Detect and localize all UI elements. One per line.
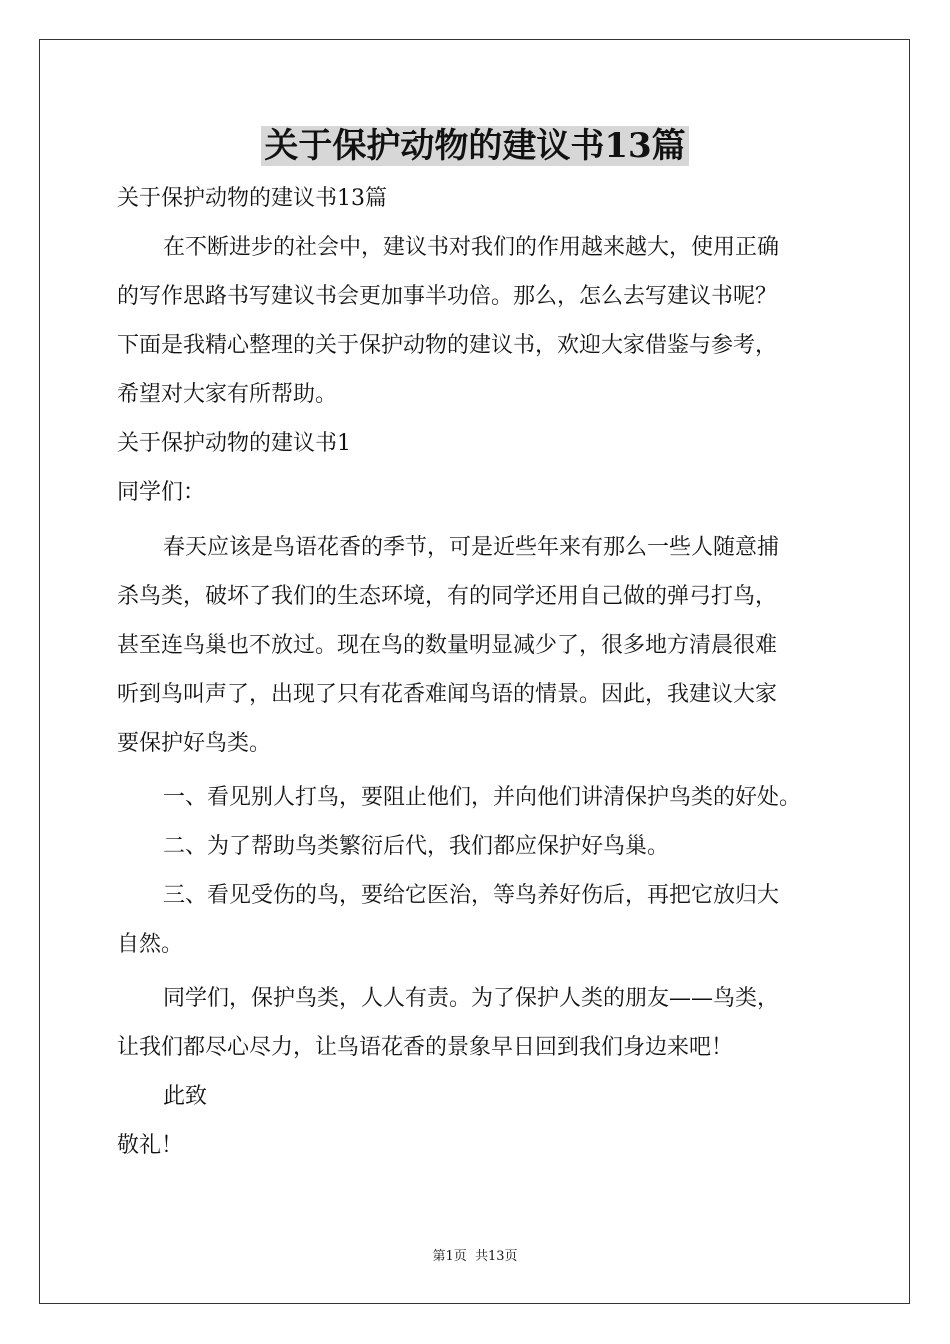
list-item: 自然。 (117, 932, 184, 957)
document-subtitle: 关于保护动物的建议书13篇 (117, 186, 387, 211)
paragraph-line: 让我们都尽心尽力，让鸟语花香的景象早日回到我们身边来吧！ (117, 1035, 734, 1060)
paragraph-line: 下面是我精心整理的关于保护动物的建议书，欢迎大家借鉴与参考， (117, 333, 778, 358)
section-heading: 关于保护动物的建议书1 (117, 431, 351, 456)
document-title (0, 122, 950, 170)
paragraph-line: 春天应该是鸟语花香的季节，可是近些年来有那么一些人随意捕 (163, 535, 780, 560)
paragraph-line: 要保护好鸟类。 (117, 731, 272, 756)
paragraph-line: 听到鸟叫声了，出现了只有花香难闻鸟语的情景。因此，我建议大家 (117, 682, 778, 707)
paragraph-line: 甚至连鸟巢也不放过。现在鸟的数量明显减少了，很多地方清晨很难 (117, 633, 778, 658)
paragraph-line: 希望对大家有所帮助。 (117, 382, 338, 407)
closing: 此致 (163, 1084, 208, 1109)
paragraph-line: 同学们，保护鸟类，人人有责。为了保护人类的朋友——鸟类， (163, 986, 780, 1011)
page-footer (0, 1248, 950, 1266)
page-total: 共13页 (474, 1249, 518, 1264)
list-item: 三、看见受伤的鸟，要给它医治，等鸟养好伤后，再把它放归大 (163, 883, 780, 908)
document-title-text: 关于保护动物的建议书13篇 (261, 126, 688, 166)
page-number: 第1页 (432, 1249, 467, 1264)
list-item: 一、看见别人打鸟，要阻止他们，并向他们讲清保护鸟类的好处。 (163, 785, 802, 810)
page-border (39, 39, 910, 1304)
closing-regards: 敬礼！ (117, 1133, 184, 1158)
paragraph-line: 的写作思路书写建议书会更加事半功倍。那么，怎么去写建议书呢？ (117, 284, 778, 309)
paragraph-line: 在不断进步的社会中，建议书对我们的作用越来越大，使用正确 (163, 235, 780, 260)
list-item: 二、为了帮助鸟类繁衍后代，我们都应保护好鸟巢。 (163, 834, 670, 859)
salutation: 同学们： (117, 480, 206, 505)
paragraph-line: 杀鸟类，破坏了我们的生态环境，有的同学还用自己做的弹弓打鸟， (117, 584, 778, 609)
